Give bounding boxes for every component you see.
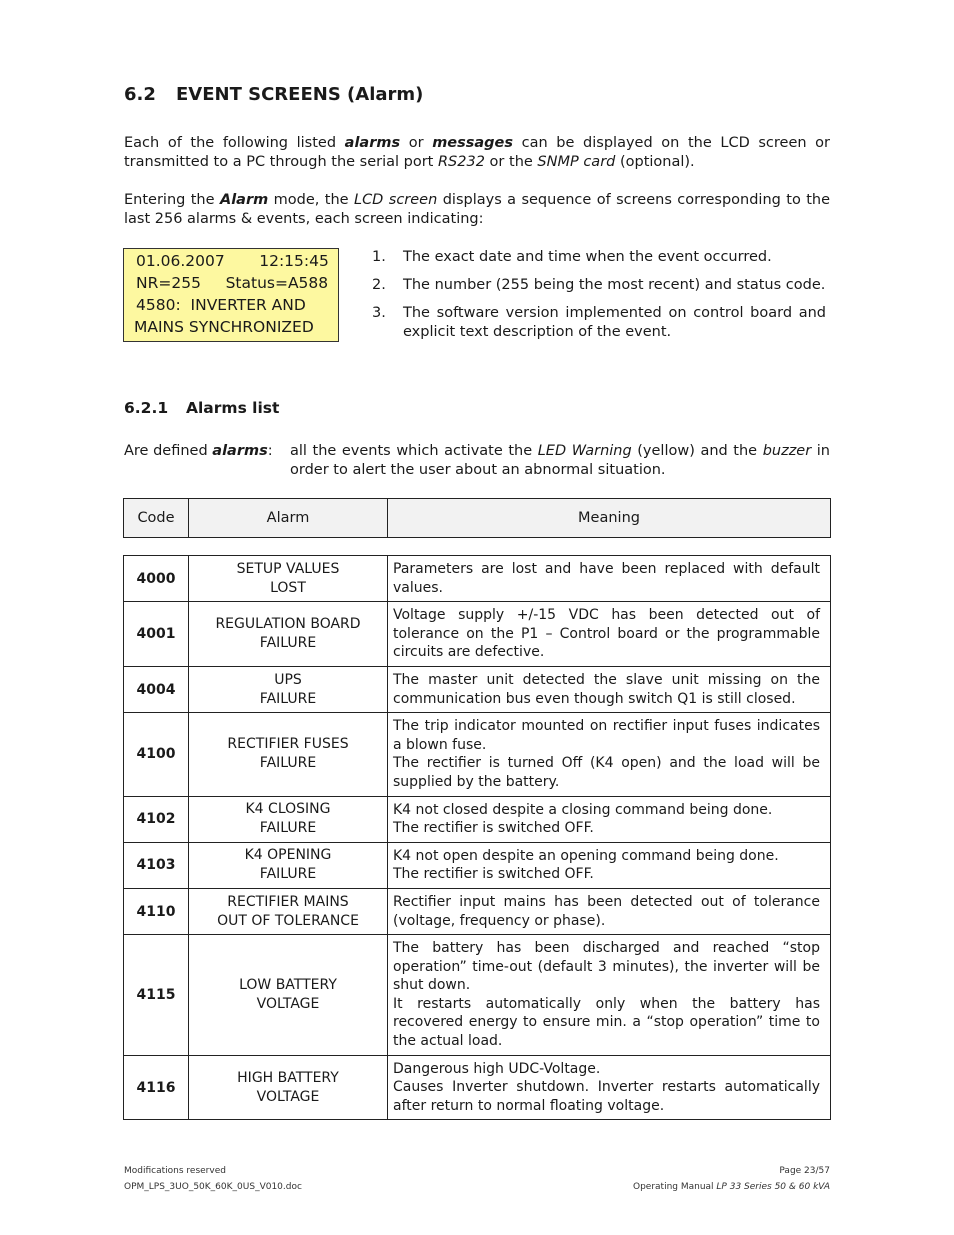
text: displays a sequence of screens corresponding to the last 256 alarms & events, each screen indicating: — [124, 192, 831, 227]
alarm-name-line: FAILURE — [259, 820, 317, 837]
alarm-name-line: LOW BATTERY — [239, 976, 337, 993]
meaning-line: The rectifier is switched OFF. — [393, 820, 594, 837]
lcd-line-2: NR=255 Status=A588 — [136, 274, 329, 292]
alarm-meaning — [388, 796, 831, 842]
definition-text — [290, 442, 830, 480]
step-list — [372, 248, 826, 351]
text: : — [267, 443, 273, 459]
text-italic: LCD screen — [353, 192, 438, 208]
list-text: The exact date and time when the event occurred. — [403, 249, 772, 265]
footer-right — [633, 1163, 830, 1195]
intro-paragraph-1 — [124, 134, 830, 172]
meaning-line: Causes Inverter shutdown. Inverter restarts automatically after return to normal floating voltage. — [393, 1079, 820, 1114]
alarm-name — [189, 1055, 388, 1120]
list-number: 3. — [372, 305, 386, 321]
table-row — [124, 842, 831, 888]
text: mode, the — [268, 192, 354, 208]
alarm-name-line: FAILURE — [259, 690, 317, 707]
alarm-table-header — [123, 498, 831, 538]
alarm-code: 4110 — [124, 888, 189, 934]
alarm-name-line: K4 CLOSING — [245, 801, 331, 818]
intro-paragraph-2 — [124, 191, 830, 229]
list-text: The number (255 being the most recent) and status code. — [403, 277, 826, 293]
table-row — [124, 935, 831, 1056]
table-row — [124, 1055, 831, 1120]
subsection-number: 6.2.1 — [124, 399, 169, 417]
table-row — [124, 666, 831, 712]
alarm-name-line: RECTIFIER FUSES — [227, 736, 349, 753]
text-italic: buzzer — [762, 443, 812, 459]
meaning-line: The master unit detected the slave unit missing on the communication bus even though switch Q1 is still closed. — [393, 671, 820, 707]
footer-manual-title — [633, 1179, 830, 1195]
text: Entering the — [124, 192, 220, 208]
text-bold: Alarm — [219, 192, 269, 208]
text: Are defined — [124, 443, 213, 459]
text: or — [400, 135, 433, 151]
alarm-name — [189, 602, 388, 667]
alarm-code: 4000 — [124, 556, 189, 602]
alarm-code: 4001 — [124, 602, 189, 667]
text: (yellow) and the — [631, 443, 763, 459]
alarm-meaning — [388, 1055, 831, 1120]
alarm-meaning — [388, 602, 831, 667]
text-italic: RS232 — [437, 154, 485, 170]
table-row — [124, 888, 831, 934]
list-number: 1. — [372, 249, 386, 265]
meaning-line: K4 not closed despite a closing command being done. — [393, 801, 773, 818]
definition-label — [124, 442, 273, 461]
text: (optional). — [615, 154, 695, 170]
footer-modifications: Modifications reserved — [124, 1166, 226, 1176]
meaning-line: It restarts automatically only when the battery has recovered energy to ensure min. a “stop operation” time to the actual load. — [393, 995, 820, 1050]
text-bold: alarms — [212, 443, 268, 459]
alarm-name-line: RECTIFIER MAINS — [227, 893, 349, 910]
lcd-line-1: 01.06.2007 12:15:45 — [136, 252, 329, 270]
header-meaning: Meaning — [388, 499, 831, 538]
alarm-name-line: UPS — [274, 671, 302, 688]
alarm-name-line: VOLTAGE — [256, 995, 320, 1012]
alarm-name — [189, 556, 388, 602]
subsection-title: Alarms list — [186, 399, 280, 417]
alarm-meaning — [388, 935, 831, 1056]
list-item — [372, 248, 826, 267]
text: Each of the following listed — [124, 135, 345, 151]
meaning-line: Voltage supply +/-15 VDC has been detected out of tolerance on the P1 – Control board or the programmable circuits are defective. — [393, 607, 820, 661]
list-number: 2. — [372, 277, 386, 293]
meaning-line: The rectifier is switched OFF. — [393, 866, 594, 883]
text: in order to alert the user about an abnormal situation. — [290, 443, 830, 478]
alarm-name-line: SETUP VALUES — [236, 560, 340, 577]
meaning-line: Rectifier input mains has been detected out of tolerance (voltage, frequency or phase). — [393, 893, 820, 929]
alarm-meaning — [388, 556, 831, 602]
alarm-name — [189, 935, 388, 1056]
text-italic: SNMP card — [537, 154, 616, 170]
alarm-name — [189, 713, 388, 796]
meaning-line: The trip indicator mounted on rectifier input fuses indicates a blown fuse. — [393, 718, 820, 753]
footer-filename: OPM_LPS_3UO_50K_60K_0US_V010.doc — [124, 1182, 302, 1192]
text: all the events which activate the — [290, 443, 538, 459]
footer-left — [124, 1163, 302, 1195]
text: or the — [484, 154, 538, 170]
table-row — [124, 713, 831, 796]
alarm-name — [189, 666, 388, 712]
section-heading — [124, 84, 423, 105]
alarm-name — [189, 796, 388, 842]
lcd-line-4: MAINS SYNCHRONIZED — [134, 318, 314, 336]
alarm-name-line: LOST — [270, 579, 306, 596]
alarm-meaning — [388, 666, 831, 712]
text: Operating Manual — [633, 1182, 717, 1192]
section-number: 6.2 — [124, 84, 156, 105]
meaning-line: The rectifier is turned Off (K4 open) and the load will be supplied by the battery. — [393, 755, 820, 790]
section-title: EVENT SCREENS (Alarm) — [176, 84, 424, 105]
header-code: Code — [124, 499, 189, 538]
alarm-name — [189, 842, 388, 888]
alarm-name-line: VOLTAGE — [256, 1088, 320, 1105]
text: can be displayed on the LCD screen or transmitted to a PC through the serial port — [124, 135, 830, 170]
alarm-code: 4116 — [124, 1055, 189, 1120]
alarm-code: 4102 — [124, 796, 189, 842]
alarm-name — [189, 888, 388, 934]
lcd-line-3: 4580: INVERTER AND — [136, 296, 306, 314]
alarm-name-line: OUT OF TOLERANCE — [217, 912, 359, 929]
alarm-name-line: FAILURE — [259, 755, 317, 772]
text-italic: LED Warning — [537, 443, 632, 459]
subsection-heading — [124, 399, 279, 417]
footer-page-number: Page 23/57 — [779, 1166, 830, 1176]
meaning-line: The battery has been discharged and reached “stop operation” time-out (default 3 minutes), the inverter will be shut down. — [393, 940, 820, 994]
alarm-table — [123, 555, 831, 1120]
alarm-code: 4115 — [124, 935, 189, 1056]
table-row — [124, 796, 831, 842]
list-item — [372, 276, 826, 295]
alarm-name-line: REGULATION BOARD — [215, 616, 361, 633]
alarm-name-line: K4 OPENING — [244, 847, 332, 864]
alarm-code: 4100 — [124, 713, 189, 796]
table-row — [124, 556, 831, 602]
alarm-meaning — [388, 713, 831, 796]
alarm-meaning — [388, 888, 831, 934]
meaning-line: Parameters are lost and have been replaced with default values. — [393, 561, 820, 596]
text-bold: alarms — [344, 135, 401, 151]
alarm-meaning — [388, 842, 831, 888]
text-italic: LP 33 Series 50 & 60 kVA — [716, 1182, 830, 1192]
alarm-name-line: FAILURE — [259, 635, 317, 652]
alarm-code: 4004 — [124, 666, 189, 712]
alarm-name-line: HIGH BATTERY — [237, 1069, 339, 1086]
text-bold: messages — [432, 135, 514, 151]
list-text: The software version implemented on control board and explicit text description of the event. — [403, 305, 826, 340]
table-row — [124, 602, 831, 667]
alarm-code: 4103 — [124, 842, 189, 888]
meaning-line: K4 not open despite an opening command being done. — [393, 847, 779, 864]
lcd-screen-example — [123, 248, 339, 342]
alarm-name-line: FAILURE — [259, 866, 317, 883]
list-item — [372, 304, 826, 342]
meaning-line: Dangerous high UDC-Voltage. — [393, 1060, 601, 1077]
header-alarm: Alarm — [189, 499, 388, 538]
